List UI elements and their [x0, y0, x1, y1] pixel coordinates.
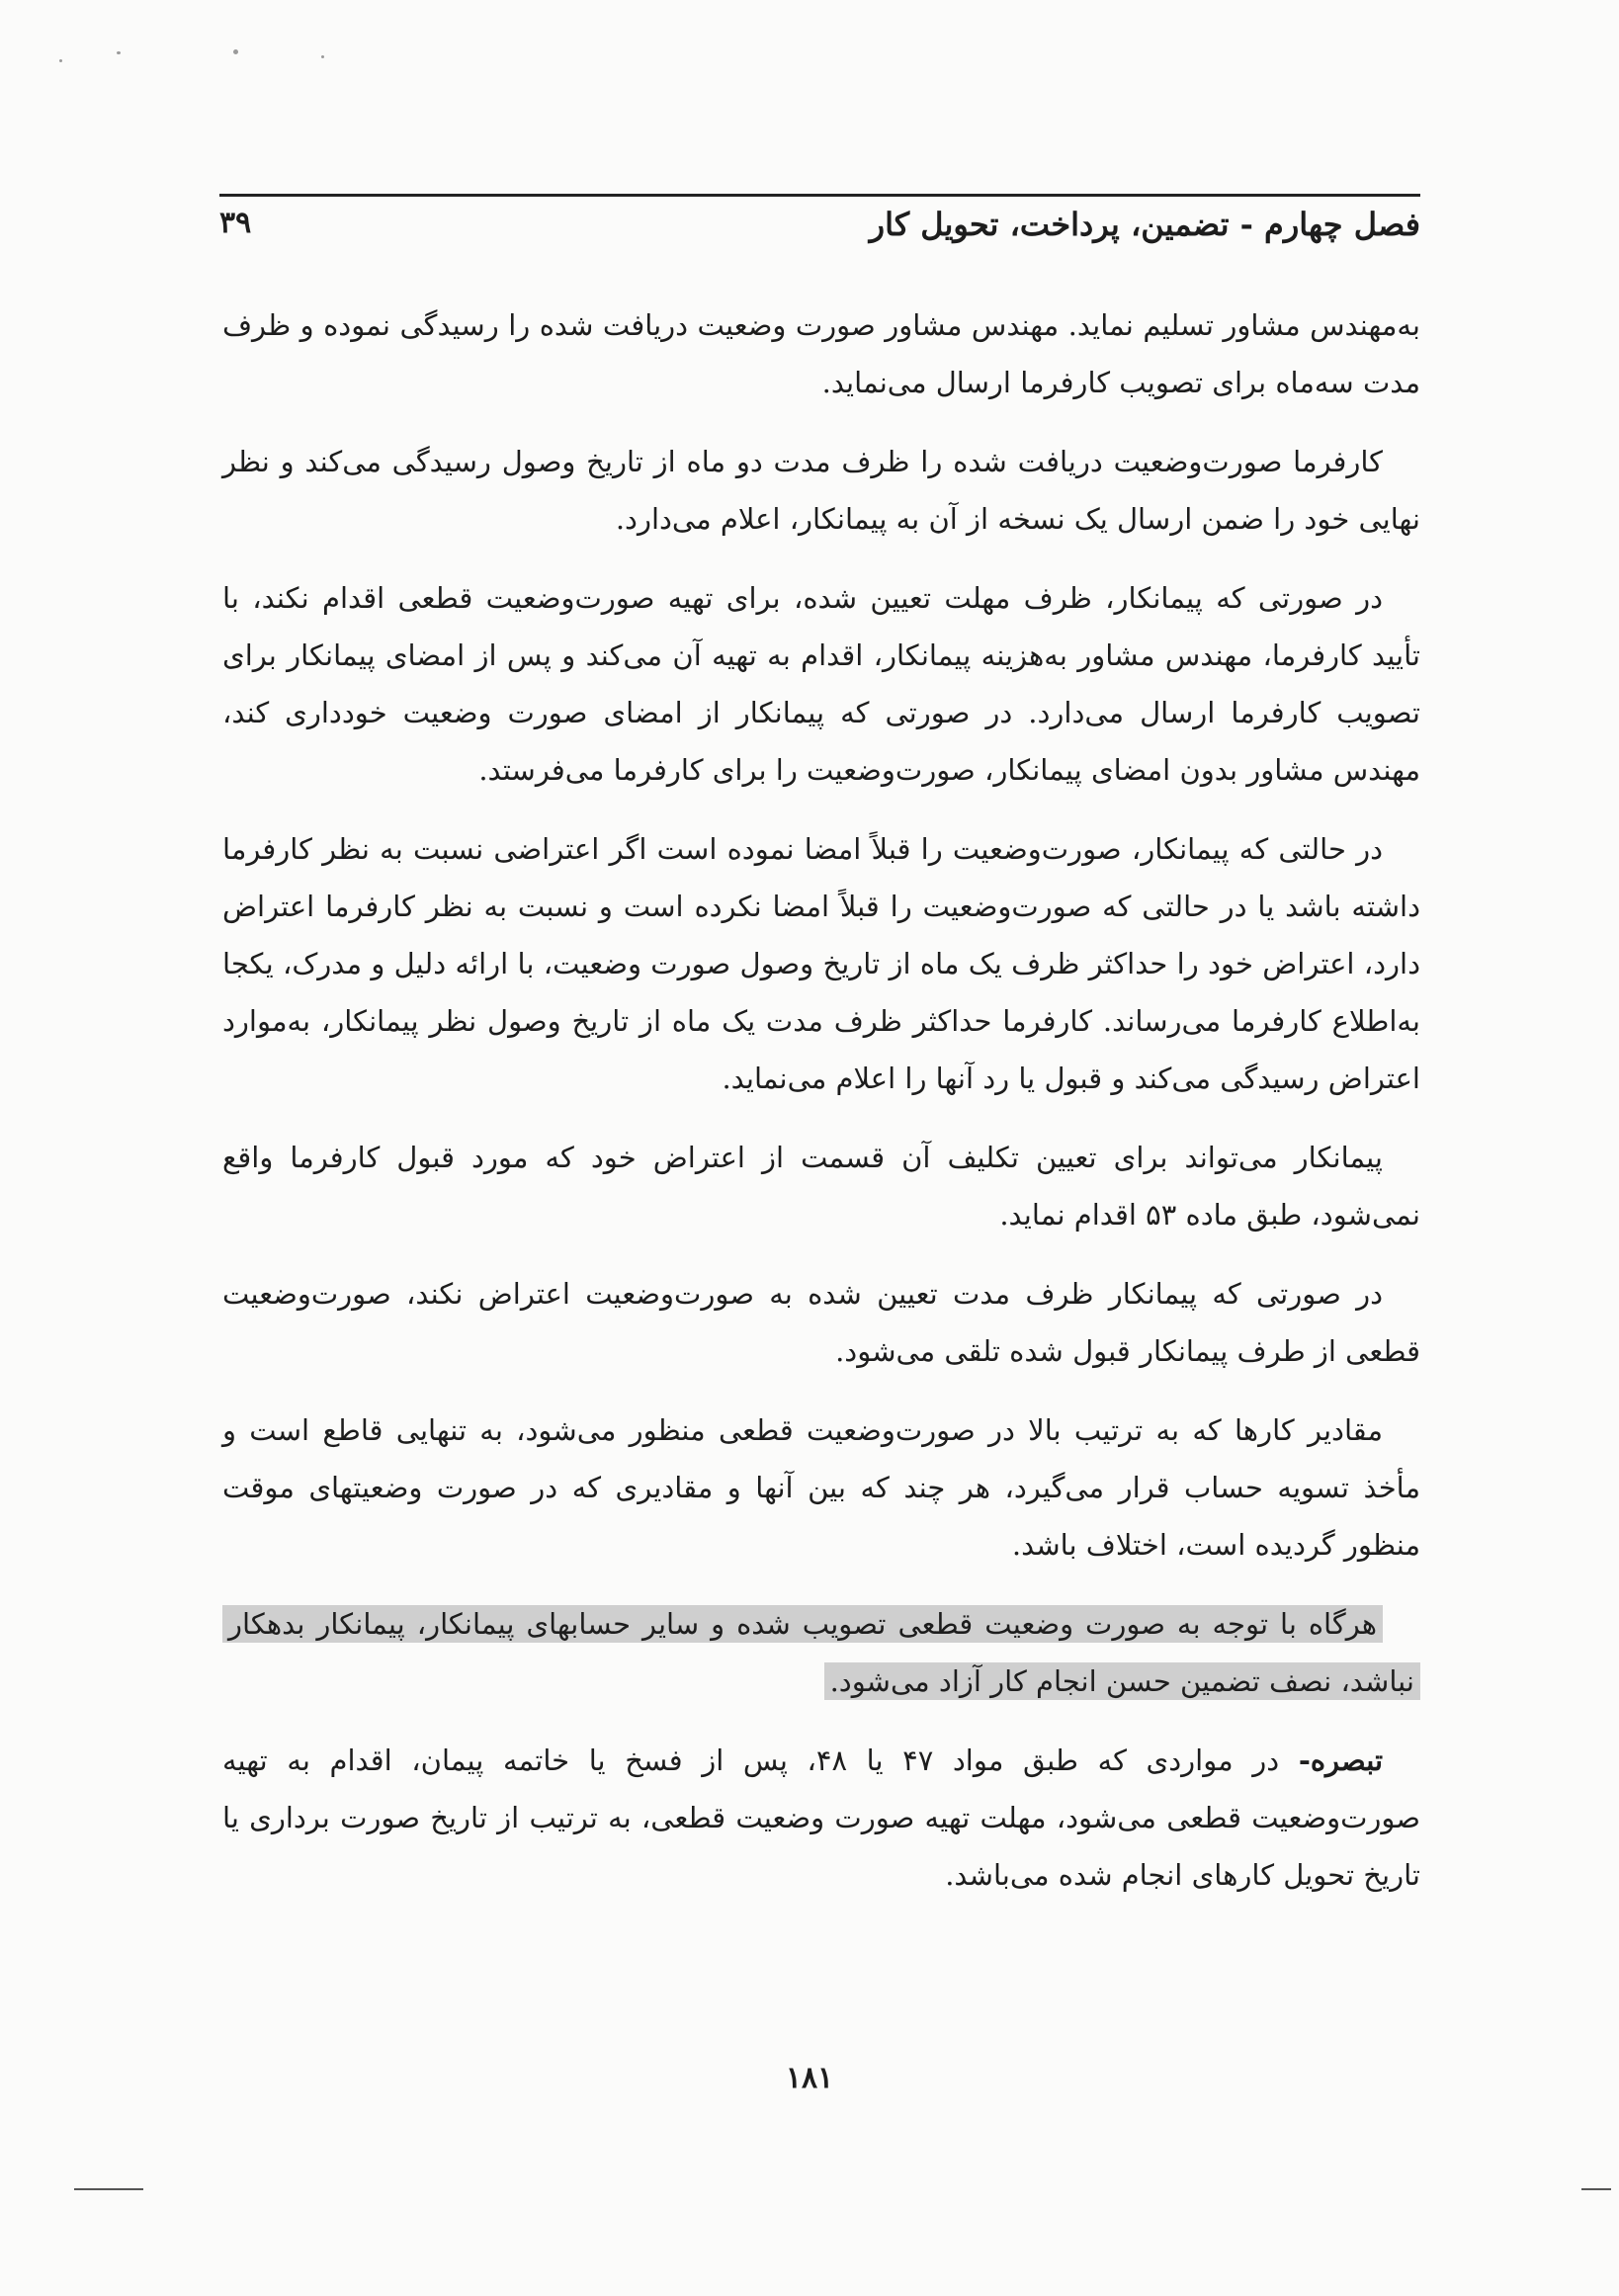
- scan-speck: [117, 51, 121, 54]
- paragraph: کارفرما صورت‌وضعیت دریافت شده را ظرف مدت دو ماه از تاریخ وصول رسیدگی می‌کند و نظر نهایی خود را ضمن ارسال یک نسخه از آن به پیمانکار، اعلام می‌دارد.: [222, 445, 1420, 536]
- paragraph: در صورتی که پیمانکار، ظرف مهلت تعیین شده، برای تهیه صورت‌وضعیت قطعی اقدام نکند، با تأیید کارفرما، مهندس مشاور به‌هزینه پیمانکار، اقدام به تهیه آن می‌کند و پس از امضای پیمانکار برای تصویب کارفرما ارسال می‌دارد. در صورتی که پیمانکار از امضای صورت وضعیت خودداری کند، مهندس مشاور بدون امضای پیمانکار، صورت‌وضعیت را برای کارفرما می‌فرستد.: [222, 581, 1420, 787]
- header-page-number: ۳۹: [219, 206, 252, 240]
- chapter-title: فصل چهارم - تضمین، پرداخت، تحویل کار: [869, 206, 1420, 243]
- scan-edge-mark: [74, 2188, 143, 2190]
- scan-edge-mark: [1581, 2188, 1611, 2190]
- paragraph: پیمانکار می‌تواند برای تعیین تکلیف آن قسمت از اعتراض خود که مورد قبول کارفرما واقع نمی‌شود، طبق ماده ۵۳ اقدام نماید.: [222, 1141, 1420, 1232]
- scan-speck: [59, 59, 62, 62]
- paragraph: مقادیر کارها که به ترتیب بالا در صورت‌وضعیت قطعی منظور می‌شود، به تنهایی قاطع است و مأخذ تسویه حساب قرار می‌گیرد، هر چند که بین آنها و مقادیری که در صورت وضعیتهای موقت منظور گردیده است، اختلاف باشد.: [222, 1413, 1420, 1562]
- note-paragraph: [222, 1732, 1420, 1904]
- scan-speck: [321, 55, 324, 58]
- footer-page-number: ۱۸۱: [785, 2061, 834, 2095]
- note-text: در مواردی که طبق مواد ۴۷ یا ۴۸، پس از فسخ یا خاتمه پیمان، اقدام به تهیه صورت‌وضعیت قطعی می‌شود، مهلت تهیه صورت وضعیت قطعی، به ترتیب از تاریخ صورت برداری یا تاریخ تحویل کارهای انجام شده می‌باشد.: [222, 1743, 1420, 1892]
- highlighted-text: هرگاه با توجه به صورت وضعیت قطعی تصویب شده و سایر حسابهای پیمانکار، پیمانکار بدهکار نباشد، نصف تضمین حسن انجام کار آزاد می‌شود.: [222, 1605, 1420, 1700]
- paragraph: در صورتی که پیمانکار ظرف مدت تعیین شده به صورت‌وضعیت اعتراض نکند، صورت‌وضعیت قطعی از طرف پیمانکار قبول شده تلقی می‌شود.: [222, 1277, 1420, 1368]
- scan-speck: [233, 49, 238, 54]
- body-text: [222, 297, 1420, 1925]
- highlighted-paragraph: [222, 1595, 1420, 1710]
- note-label: تبصره-: [1298, 1743, 1384, 1777]
- paragraph: به‌مهندس مشاور تسلیم نماید. مهندس مشاور صورت وضعیت دریافت شده را رسیدگی نموده و ظرف مدت سه‌ماه برای تصویب کارفرما ارسال می‌نماید.: [222, 308, 1420, 399]
- paragraph: در حالتی که پیمانکار، صورت‌وضعیت را قبلاً امضا نموده است اگر اعتراضی نسبت به نظر کارفرما داشته باشد یا در حالتی که صورت‌وضعیت را قبلاً امضا نکرده است و نسبت به نظر کارفرما اعتراض دارد، اعتراض خود را حداکثر ظرف یک ماه از تاریخ وصول صورت وضعیت، با ارائه دلیل و مدرک، یکجا به‌اطلاع کارفرما می‌رساند. کارفرما حداکثر ظرف مدت یک ماه از تاریخ وصول نظر پیمانکار، به‌موارد اعتراض رسیدگی می‌کند و قبول یا رد آنها را اعلام می‌نماید.: [222, 832, 1420, 1095]
- page-header: [219, 194, 1420, 263]
